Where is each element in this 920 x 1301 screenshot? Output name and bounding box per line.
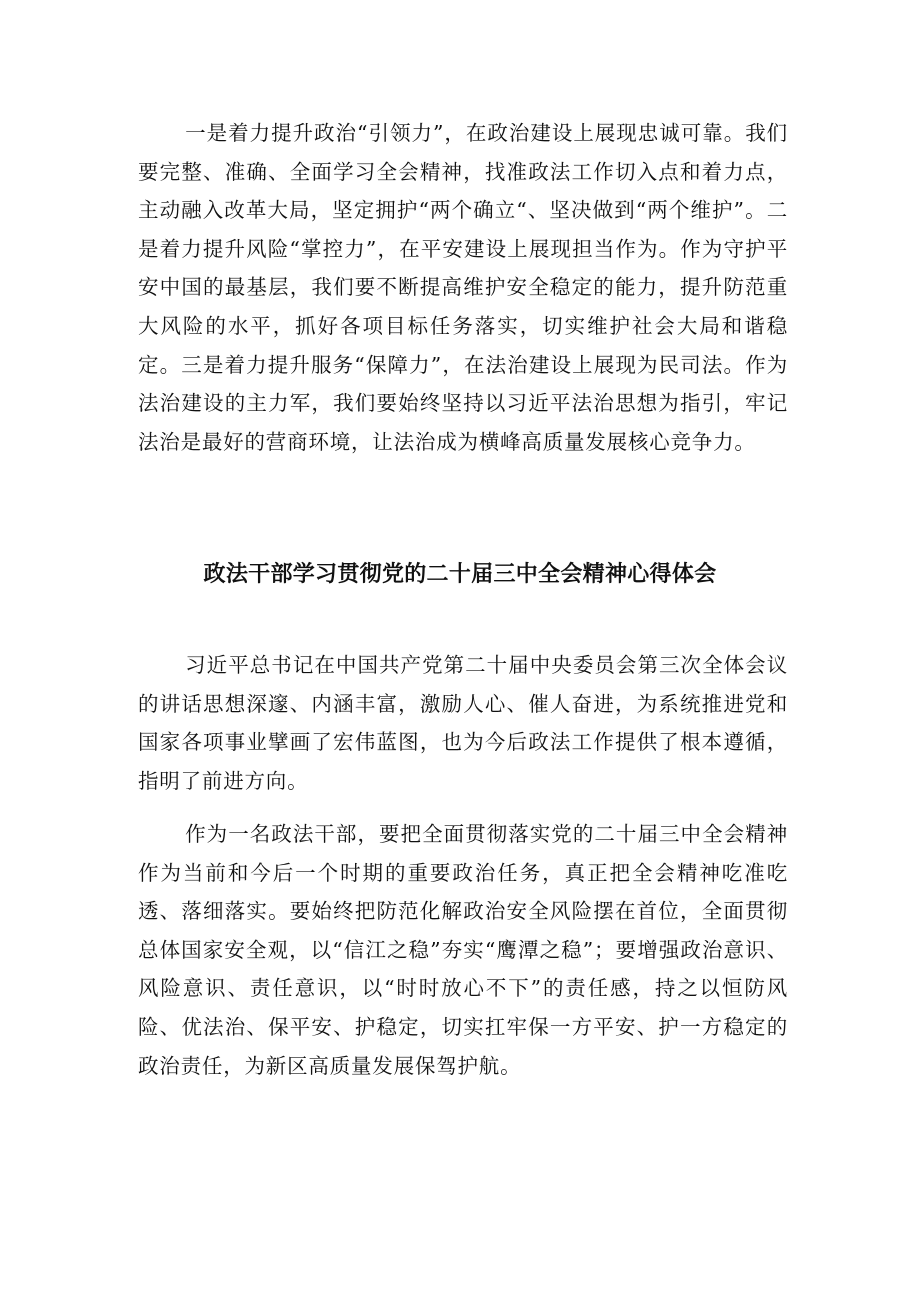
body-paragraph-1: 一是着力提升政治“引领力”，在政治建设上展现忠诚可靠。我们要完整、准确、全面学习全会精神，找准政法工作切入点和着力点，主动融入改革大局，坚定拥护“两个确立“、坚决做到“两个维护”。二是着力提升风险“掌控力”，在平安建设上展现担当作为。作为守护平安中国的最基层，我们要不断提高维护安全稳定的能力，提升防范重大风险的水平，抓好各项目标任务落实，切实维护社会大局和谐稳定。三是着力提升服务“保障力”，在法治建设上展现为民司法。作为法治建设的主力军，我们要始终坚持以习近平法治思想为指引，牢记法治是最好的营商环境，让法治成为横峰高质量发展核心竞争力。: [138, 121, 788, 454]
body-paragraph-2: 习近平总书记在中国共产党第二十届中央委员会第三次全体会议的讲话思想深邃、内涵丰富，激励人心、催人奋进，为系统推进党和国家各项事业擘画了宏伟蓝图，也为今后政法工作提供了根本遵循，指明了前进方向。: [138, 653, 788, 793]
article-title: 政法干部学习贯彻党的二十届三中全会精神心得体会: [203, 562, 717, 587]
body-paragraph-3: 作为一名政法干部，要把全面贯彻落实党的二十届三中全会精神作为当前和今后一个时期的重要政治任务，真正把全会精神吃准吃透、落细落实。要始终把防范化解政治安全风险摆在首位，全面贯彻总体国家安全观，以“信江之稳”夯实“鹰潭之稳”；要增强政治意识、风险意识、责任意识，以“时时放心不下”的责任感，持之以恒防风险、优法治、保平安、护稳定，切实扛牢保一方平安、护一方稳定的政治责任，为新区高质量发展保驾护航。: [138, 822, 788, 1078]
